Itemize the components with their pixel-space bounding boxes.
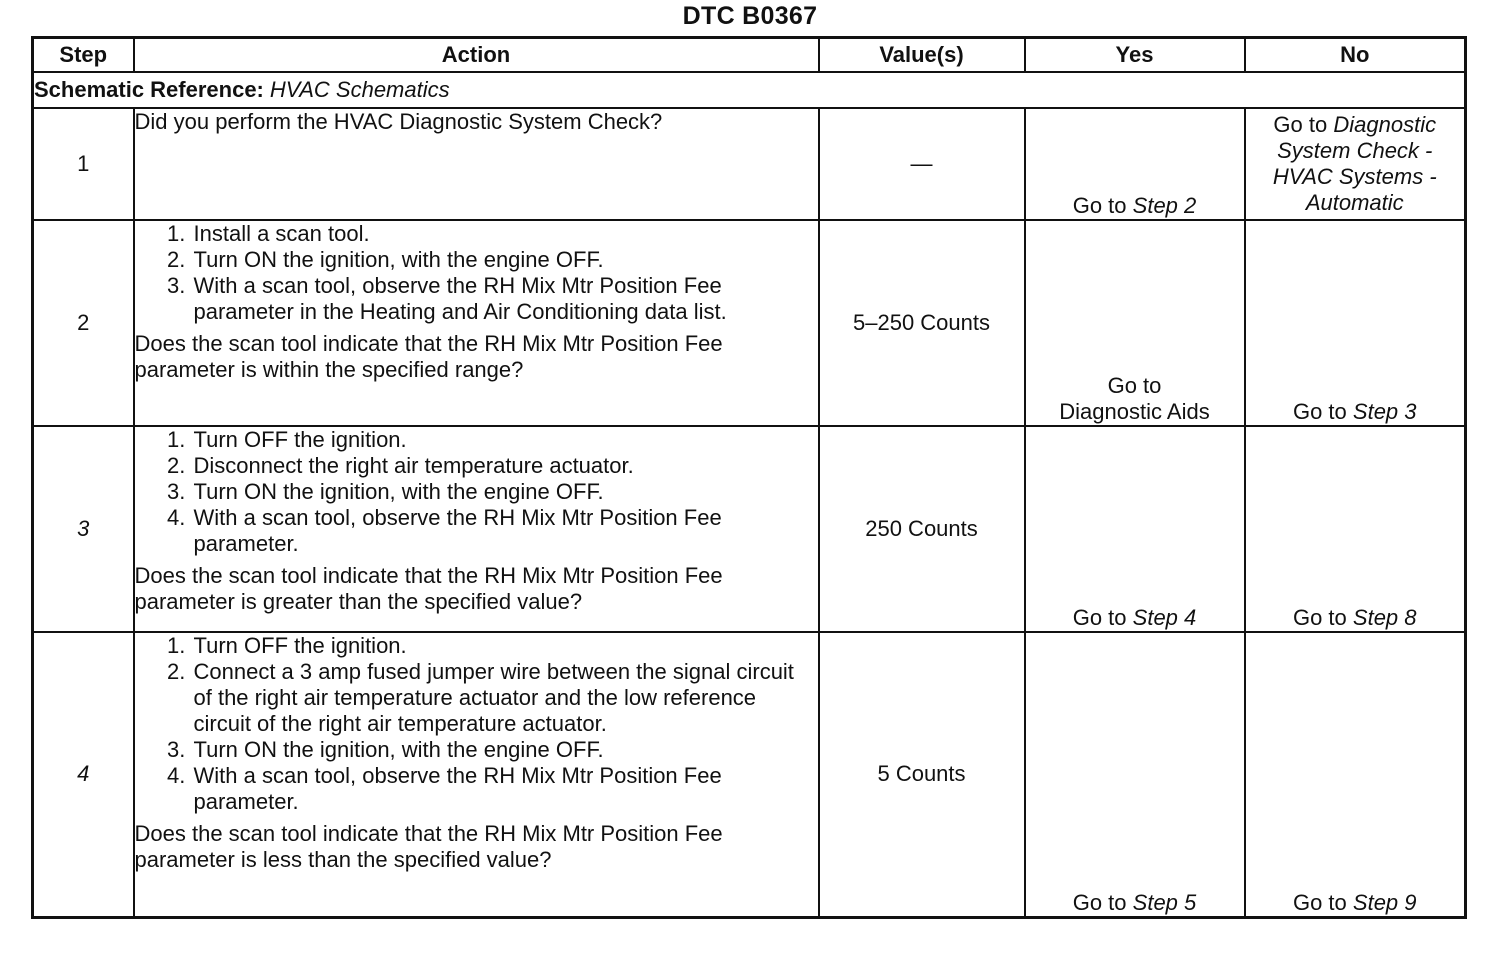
- action-question: Does the scan tool indicate that the RH Mix Mtr Position Fee parameter is within the specified range?: [134, 331, 723, 382]
- action-cell: [134, 426, 819, 632]
- no-link-line-4[interactable]: Automatic: [1305, 190, 1404, 215]
- no-link[interactable]: Step 8: [1352, 605, 1417, 630]
- action-question: Did you perform the HVAC Diagnostic System Check?: [134, 109, 663, 134]
- page-title: DTC B0367: [682, 2, 818, 30]
- action-item: 3. With a scan tool, observe the RH Mix Mtr Position Fee parameter in the Heating and Air Conditioning data list.: [192, 273, 818, 325]
- action-cell: [134, 220, 819, 426]
- action-cell: [134, 108, 819, 220]
- no-cell: [1245, 108, 1466, 220]
- no-cell: [1245, 632, 1466, 917]
- no-link[interactable]: Step 3: [1352, 399, 1417, 424]
- action-item: 4. With a scan tool, observe the RH Mix Mtr Position Fee parameter.: [192, 505, 818, 557]
- step-number: 2: [33, 220, 134, 426]
- header-step: Step: [33, 38, 134, 73]
- no-link[interactable]: Step 9: [1352, 889, 1417, 915]
- no-prefix: Go to: [1273, 112, 1328, 137]
- yes-link[interactable]: Diagnostic Aids: [1059, 399, 1210, 424]
- action-question: Does the scan tool indicate that the RH Mix Mtr Position Fee parameter is less than the specified value?: [134, 821, 723, 872]
- yes-link[interactable]: Step 4: [1132, 605, 1197, 630]
- table-row-step-2: [33, 220, 1466, 426]
- action-item: 1. Install a scan tool.: [192, 221, 818, 247]
- action-item: 3. Turn ON the ignition, with the engine OFF.: [192, 479, 818, 505]
- step-number: 4: [33, 632, 134, 917]
- yes-prefix: Go to: [1107, 373, 1162, 398]
- yes-prefix: Go to: [1072, 193, 1127, 218]
- table-row-step-4: [33, 632, 1466, 917]
- table-row-step-1: [33, 108, 1466, 220]
- action-item: 2. Disconnect the right air temperature actuator.: [192, 453, 818, 479]
- action-item: 1. Turn OFF the ignition.: [192, 633, 818, 659]
- no-prefix: Go to: [1292, 399, 1347, 424]
- header-values: Value(s): [819, 38, 1025, 73]
- no-prefix: Go to: [1292, 605, 1347, 630]
- no-cell: [1245, 426, 1466, 632]
- schematic-reference-row: [33, 72, 1466, 108]
- action-item: 2. Turn ON the ignition, with the engine OFF.: [192, 247, 818, 273]
- action-item: 4. With a scan tool, observe the RH Mix Mtr Position Fee parameter.: [192, 763, 818, 815]
- value-cell: 5–250 Counts: [819, 220, 1025, 426]
- no-prefix: Go to: [1292, 889, 1347, 915]
- action-question: Does the scan tool indicate that the RH Mix Mtr Position Fee parameter is greater than the specified value?: [134, 563, 723, 614]
- table-row-step-3: [33, 426, 1466, 632]
- no-cell: [1245, 220, 1466, 426]
- yes-link[interactable]: Step 2: [1132, 193, 1197, 218]
- action-item: 2. Connect a 3 amp fused jumper wire between the signal circuit of the right air temperature actuator and the low reference circuit of the right air temperature actuator.: [192, 659, 818, 737]
- action-list: [135, 427, 818, 557]
- no-link-line-2[interactable]: System Check -: [1277, 138, 1433, 163]
- step-number: 1: [33, 108, 134, 220]
- yes-cell: [1025, 108, 1245, 220]
- action-item: 1. Turn OFF the ignition.: [192, 427, 818, 453]
- action-list: [135, 633, 818, 815]
- value-cell: 5 Counts: [819, 632, 1025, 917]
- schematic-reference: [33, 72, 1466, 108]
- yes-cell: [1025, 220, 1245, 426]
- value-cell: —: [819, 108, 1025, 220]
- action-item: 3. Turn ON the ignition, with the engine OFF.: [192, 737, 818, 763]
- schematic-reference-link[interactable]: HVAC Schematics: [269, 77, 450, 102]
- header-action: Action: [134, 38, 819, 73]
- schematic-reference-label: Schematic Reference:: [34, 77, 264, 102]
- header-yes: Yes: [1025, 38, 1245, 73]
- yes-cell: [1025, 426, 1245, 632]
- header-no: No: [1245, 38, 1466, 73]
- no-link-line-1[interactable]: Diagnostic: [1333, 112, 1437, 137]
- yes-prefix: Go to: [1072, 889, 1127, 915]
- yes-link[interactable]: Step 5: [1132, 889, 1197, 915]
- diagnostic-table: [31, 36, 1467, 919]
- action-list: [135, 221, 818, 325]
- no-link-line-3[interactable]: HVAC Systems -: [1272, 164, 1437, 189]
- action-cell: [134, 632, 819, 917]
- yes-prefix: Go to: [1072, 605, 1127, 630]
- step-number: 3: [33, 426, 134, 632]
- value-cell: 250 Counts: [819, 426, 1025, 632]
- header-row: [33, 38, 1466, 73]
- yes-cell: [1025, 632, 1245, 917]
